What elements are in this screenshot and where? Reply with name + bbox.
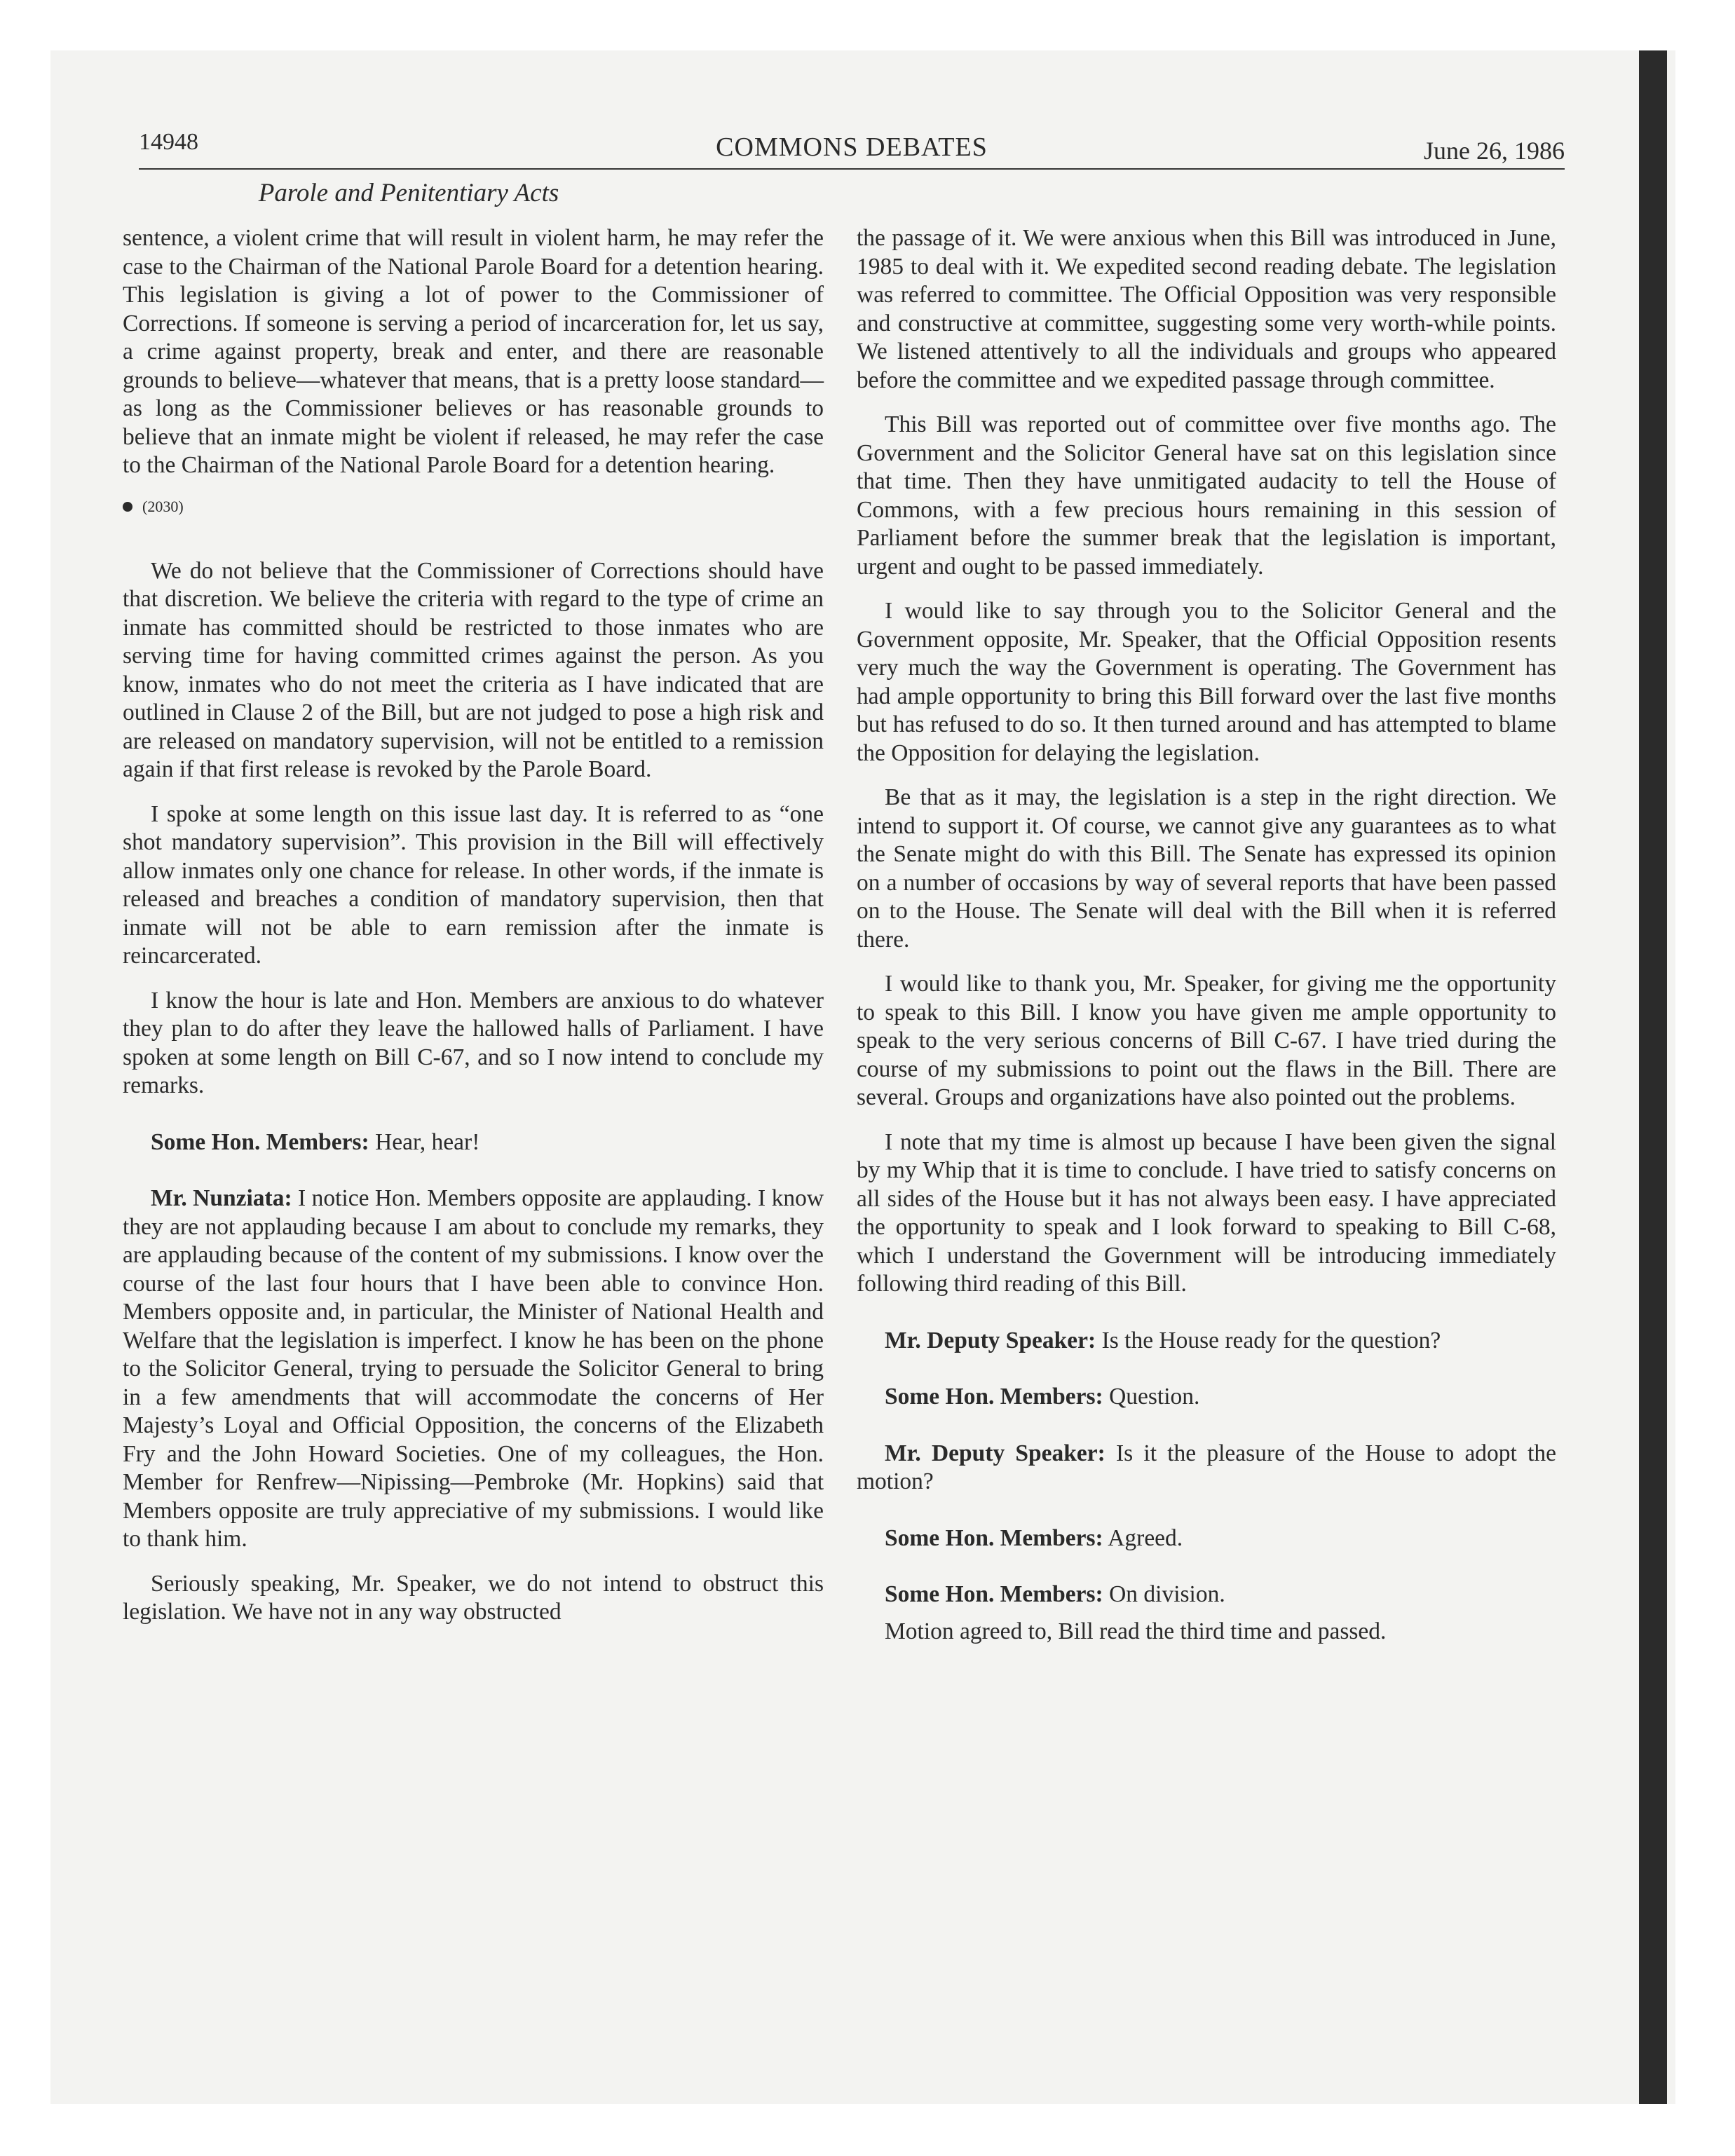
speech-text: Question. <box>1109 1384 1200 1410</box>
running-header <box>139 129 1565 170</box>
section-subheader: Parole and Penitentiary Acts <box>258 179 559 207</box>
right-column <box>857 224 1556 1662</box>
paragraph: I would like to thank you, Mr. Speaker, for giving me the opportunity to speak to this Bill. I know you have given me ample opportunity to speak to the very serious concerns of Bill C-67. I have tried during the course of my submissions to point out the flaws in the Bill. There are several. Groups and organizations have also pointed out the problems. <box>857 971 1556 1110</box>
speaker-name: Some Hon. Members: <box>885 1581 1103 1607</box>
speaker-name: Some Hon. Members: <box>885 1524 1103 1551</box>
speaker-name: Mr. Nunziata: <box>151 1185 292 1211</box>
paragraph: We do not believe that the Commissioner of Corrections should have that discretion. We believe the criteria with regard to the type of crime an inmate has committed should be restricted to those inmates who are serving time for having committed crimes against the person. As you know, inmates who do not meet the criteria as I have indicated that are outlined in Clause 2 of the Bill, but are not judged to pose a high risk and are released on mandatory supervision, will not be entitled to a remission again if that first release is revoked by the Parole Board. <box>123 557 824 782</box>
paragraph: I would like to say through you to the Solicitor General and the Government opposite, Mr. Speaker, that the Official Opposition resents very much the way the Government is operating. The Government has had ample opportunity to bring this Bill forward over the last five months but has refused to do so. It then turned around and has attempted to blame the Opposition for delaying the legislation. <box>857 598 1556 766</box>
speaker-name: Mr. Deputy Speaker: <box>885 1327 1096 1353</box>
paragraph: sentence, a violent crime that will result in violent harm, he may refer the case to the Chairman of the National Parole Board for a detention hearing. This legislation is giving a lot of power to the Commissioner of Corrections. If someone is serving a period of incarceration for, let us say, a crime against property, break and enter, and there are reasonable grounds to believe—whatever that means, that is a pretty loose standard—as long as the Commissioner believes or has reasonable grounds to believe that an inmate might be violent if released, he may refer the case to the Chairman of the National Parole Board for a detention hearing. <box>123 225 824 478</box>
journal-title: COMMONS DEBATES <box>716 132 988 162</box>
speech-text: Is the House ready for the question? <box>1101 1327 1441 1353</box>
paragraph: Seriously speaking, Mr. Speaker, we do not intend to obstruct this legislation. We have not in any way obstructed <box>123 1570 824 1625</box>
speech-text: Is it the pleasure of the House to adopt the motion? <box>857 1440 1556 1494</box>
speaker-name: Some Hon. Members: <box>151 1128 369 1155</box>
speech-entry <box>857 1440 1556 1496</box>
speech-entry <box>857 1327 1556 1356</box>
speech-entry <box>857 1524 1556 1553</box>
time-marker <box>123 496 824 517</box>
speech-entry <box>123 1128 824 1157</box>
time-marker-label: (2030) <box>142 497 184 515</box>
bullet-icon <box>123 502 132 512</box>
speech-text: Agreed. <box>1108 1524 1183 1551</box>
page-number: 14948 <box>139 129 198 155</box>
speech-entry <box>123 1185 824 1554</box>
paragraph: Motion agreed to, Bill read the third time and passed. <box>885 1618 1387 1644</box>
paragraph: I know the hour is late and Hon. Members are anxious to do whatever they plan to do after they leave the hallowed halls of Parliament. I have spoken at some length on Bill C-67, and so I now intend to conclude my remarks. <box>123 987 824 1098</box>
speech-entry <box>857 1383 1556 1412</box>
paragraph: This Bill was reported out of committee over five months ago. The Government and the Solicitor General have sat on this legislation since that time. Then they have unmitigated audacity to tell the House of Commons, with a few precious hours remaining in this session of Parliament before the summer break that the legislation is important, urgent and ought to be passed immediately. <box>857 411 1556 580</box>
speaker-name: Mr. Deputy Speaker: <box>885 1440 1105 1466</box>
speech-text: On division. <box>1109 1581 1225 1607</box>
paragraph: the passage of it. We were anxious when this Bill was introduced in June, 1985 to deal with it. We expedited second reading debate. The legislation was referred to committee. The Official Opposition was very responsible and constructive at committee, suggesting some very worth-while points. We listened attentively to all the individuals and groups who appeared before the committee and we expedited passage through committee. <box>857 225 1556 393</box>
speech-text: Hear, hear! <box>375 1128 480 1155</box>
issue-date: June 26, 1986 <box>1424 137 1565 165</box>
speech-text: I notice Hon. Members opposite are applauding. I know they are not applauding because I am about to conclude my remarks, they are applauding because of the content of my submissions. I know over the course of the last four hours that I have been able to convince Hon. Members opposite and, in particular, the Minister of National Health and Welfare that the legislation is imperfect. I know he has been on the phone to the Solicitor General, trying to persuade the Solicitor General to bring in a few amendments that will accommodate the concerns of Her Majesty’s Loyal and Official Opposition, the concerns of the Elizabeth Fry and the John Howard Societies. One of my colleagues, the Hon. Member for Renfrew—Nipissing—Pembroke (Mr. Hopkins) said that Members opposite are truly appreciative of my submissions. I would like to thank him. <box>123 1185 824 1552</box>
binding-edge <box>1639 50 1667 2104</box>
speaker-name: Some Hon. Members: <box>885 1384 1103 1410</box>
left-column <box>123 224 824 1643</box>
paragraph: Be that as it may, the legislation is a step in the right direction. We intend to support it. Of course, we cannot give any guarantees as to what the Senate might do with this Bill. The Senate has expressed its opinion on a number of occasions by way of several reports that have been passed on to the House. The Senate will deal with the Bill when it is referred there. <box>857 784 1556 953</box>
speech-entry <box>857 1581 1556 1609</box>
paragraph: I spoke at some length on this issue last day. It is referred to as “one shot mandatory supervision”. This provision in the Bill will effectively allow inmates only one chance for release. In other words, if the inmate is released and breaches a condition of mandatory supervision, then that inmate will not be able to earn remission after the inmate is reincarcerated. <box>123 800 824 969</box>
paragraph: I note that my time is almost up because I have been given the signal by my Whip that it is time to conclude. I have tried to satisfy concerns on all sides of the House but it has not always been easy. I have appreciated the opportunity to speak and I look forward to speaking to Bill C-68, which I understand the Government will be introducing immediately following third reading of this Bill. <box>857 1128 1556 1297</box>
